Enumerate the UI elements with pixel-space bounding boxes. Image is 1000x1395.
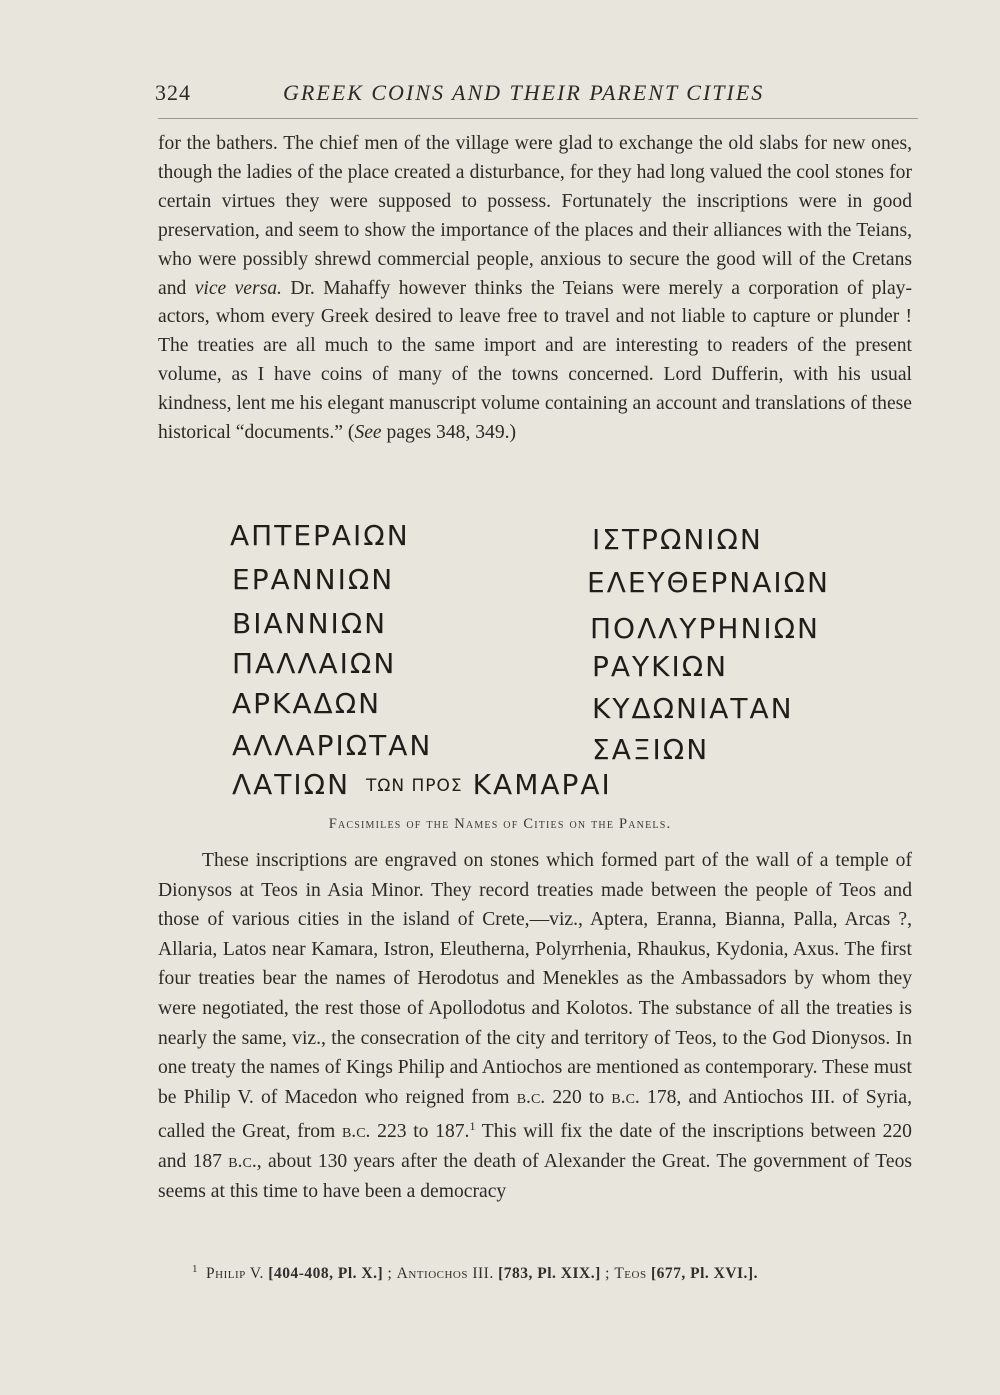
inscription-left-1: ΑΠΤΕΡΑΙΩΝ bbox=[230, 519, 410, 552]
footnote-teos: Teos bbox=[614, 1265, 647, 1282]
inscription-right-4: ΡΑΥΚΙΩΝ bbox=[592, 650, 729, 683]
footnote-sep-2: ; bbox=[600, 1265, 615, 1282]
figure-caption: Facsimiles of the Names of Cities on the Panels. bbox=[328, 816, 672, 832]
page-number: 324 bbox=[155, 80, 191, 105]
footnote-philip-ref: [404-408, Pl. X.] bbox=[268, 1265, 384, 1282]
running-title: GREEK COINS AND THEIR PARENT CITIES bbox=[283, 80, 765, 105]
inscription-right-3: ΠΟΛΛΥΡΗΝΙΩΝ bbox=[590, 612, 820, 645]
footnote-teos-ref: [677, Pl. XVI.]. bbox=[650, 1265, 758, 1282]
inscription-last-part-3: ΚΑΜΑΡΑΙ bbox=[472, 768, 612, 801]
inscription-last-part-2: ΤΩΝ ΠΡΟΣ bbox=[366, 776, 463, 796]
paragraph-2-text-c: 178, and Antiochos III. of Syria, called the Great, from bbox=[158, 1086, 912, 1143]
inscription-right-6: ΣΑΞΙΩΝ bbox=[592, 733, 710, 766]
see-rest: pages 348, 349.) bbox=[381, 422, 517, 444]
paragraph-2-text-b: 220 to bbox=[545, 1086, 612, 1108]
footnote-philip: Philip V. bbox=[206, 1265, 264, 1282]
inscription-left-4: ΠΑΛΛΑΙΩΝ bbox=[232, 647, 397, 680]
inscription-right-1: ΙΣΤΡΩΝΙΩΝ bbox=[592, 523, 763, 556]
paragraph-1-italic: vice versa. bbox=[194, 277, 282, 299]
footnote bbox=[192, 1263, 922, 1283]
footnote-mark: 1 bbox=[192, 1263, 198, 1275]
paragraph-2 bbox=[158, 846, 912, 1206]
inscription-last-part-1: ΛΑΤΙΩΝ bbox=[232, 768, 351, 801]
footnote-sep-1: ; bbox=[383, 1265, 397, 1282]
bc-2: b.c. bbox=[611, 1086, 640, 1108]
inscription-left-2: ΕΡΑΝΝΙΩΝ bbox=[232, 563, 395, 596]
paragraph-1 bbox=[158, 130, 912, 448]
inscription-left-3: ΒΙΑΝΝΙΩΝ bbox=[232, 607, 388, 640]
bc-4: b.c. bbox=[228, 1150, 257, 1172]
inscription-left-5: ΑΡΚΑΔΩΝ bbox=[232, 687, 382, 720]
footnote-antiochos: Antiochos III. bbox=[396, 1265, 494, 1282]
footnote-reference: 1 bbox=[469, 1119, 476, 1134]
page-header bbox=[155, 80, 920, 110]
see-italic: See bbox=[354, 422, 382, 444]
paragraph-1-text-a: for the bathers. The chief men of the village were glad to exchange the old slabs for new ones, though the ladies of the place created a disturbance, for they had long valued the cool stones for certain virtues they were supposed to possess. Fortunately the inscriptions were in good preservation, and seem to show the importance of the places and their alliances with the Teians, who were possibly shrewd commercial people, anxious to secure the good will of the Cretans and bbox=[158, 133, 912, 299]
inscription-left-6: ΑΛΛΑΡΙΩΤΑΝ bbox=[232, 729, 433, 762]
paragraph-2-text-f: , about 130 years after the death of Alexander the Great. The government of Teos seems at this time to have been a democracy bbox=[158, 1150, 913, 1202]
see-open: ( bbox=[347, 422, 355, 444]
inscription-right-5: ΚΥΔΩΝΙΑΤΑΝ bbox=[592, 692, 794, 725]
inscription-last-line bbox=[232, 768, 612, 801]
bc-1: b.c. bbox=[516, 1086, 546, 1108]
bc-3: b.c. bbox=[341, 1121, 371, 1143]
paragraph-1-text-b: Dr. Mahaffy however thinks the Teians were merely a corporation of play-actors, whom every Greek desired to leave free to travel and not liable to capture or plunder ! The treaties are all much to the same import and are interesting to readers of the present volume, as I have coins of many of the towns concerned. Lord Dufferin, with his usual kindness, lent me his elegant manuscript volume containing an account and translations of these historical “documents.” bbox=[158, 277, 912, 444]
header-rule bbox=[158, 118, 918, 119]
inscription-right-2: ΕΛΕΥΘΕΡΝΑΙΩΝ bbox=[587, 566, 830, 599]
paragraph-2-text-d: 223 to 187. bbox=[370, 1121, 470, 1143]
paragraph-2-text-a: These inscriptions are engraved on stones which formed part of the wall of a temple of Dionysos at Teos in Asia Minor. They record treaties made between the people of Teos and those of various cities in the island of Crete,—viz., Aptera, Eranna, Bianna, Palla, Arcas ?, Allaria, Latos near Kamara, Istron, Eleutherna, Polyrrhenia, Rhaukus, Kydonia, Axus. The first four treaties bear the names of Herodotus and Menekles as the Ambassadors by whom they were negotiated, the rest those of Apollodotus and Kolotos. The substance of all the treaties is nearly the same, viz., the consecration of the city and territory of Teos, to the God Dionysos. In one treaty the names of Kings Philip and Antiochos are mentioned as contemporary. These must be Philip V. of Macedon who reigned from bbox=[158, 850, 912, 1108]
footnote-antiochos-ref: [783, Pl. XIX.] bbox=[498, 1265, 601, 1282]
paragraph-2-text-e: This will fix the date of the inscriptions between 220 and 187 bbox=[158, 1121, 912, 1172]
